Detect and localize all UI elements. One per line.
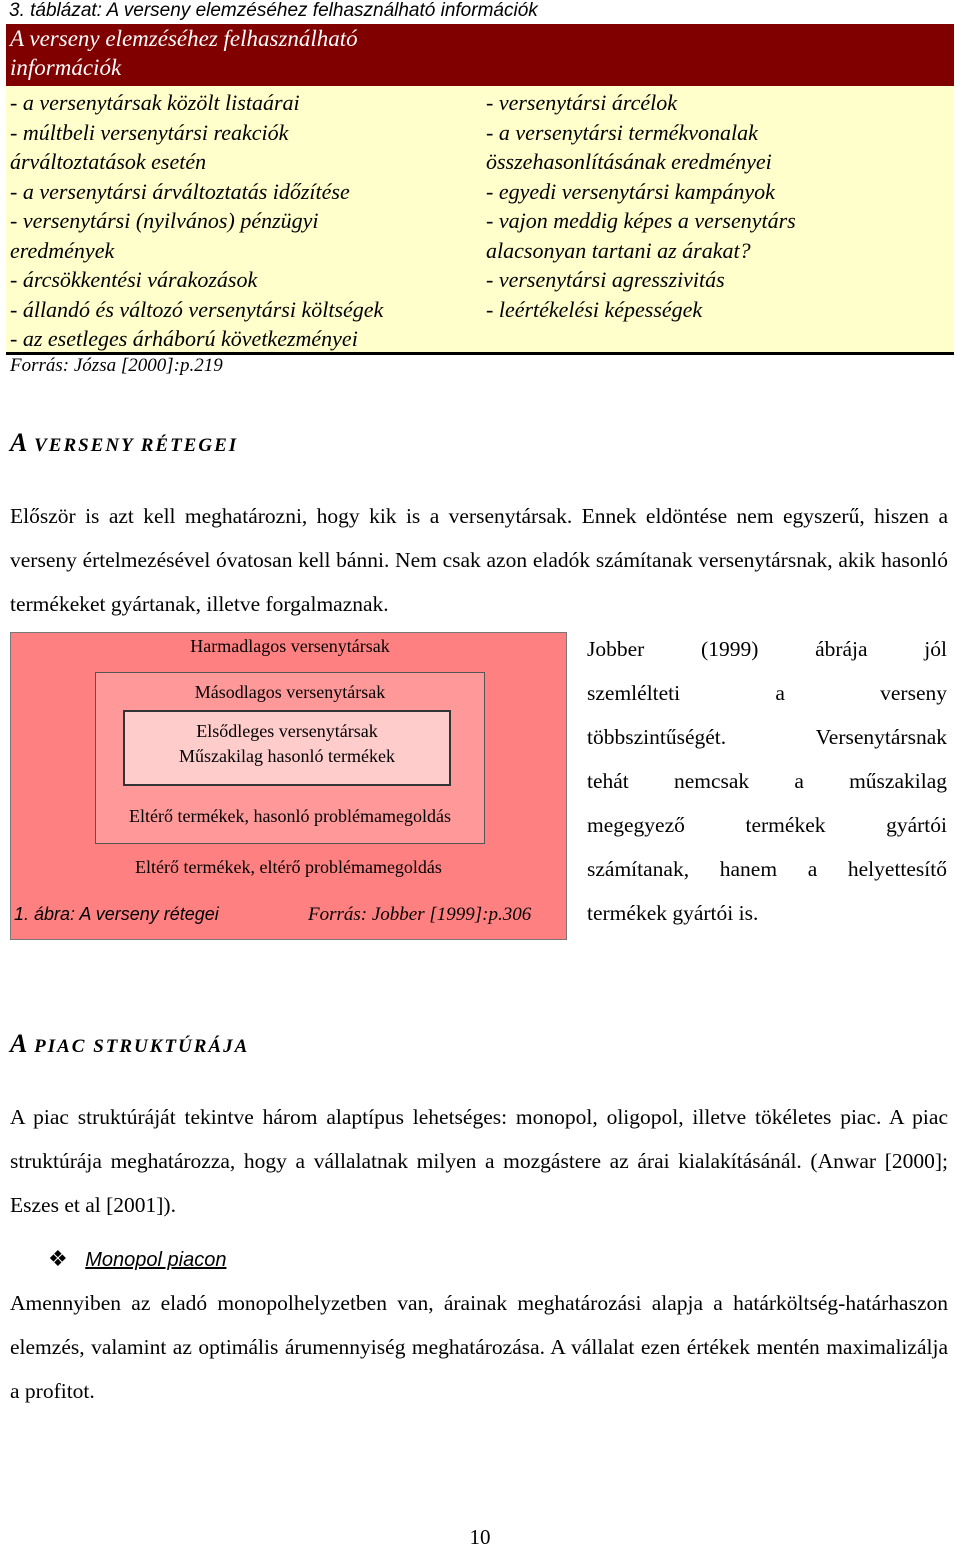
table-cell-line: - versenytársi (nyilvános) pénzügyi — [10, 208, 319, 233]
table-cell-line: eredmények — [10, 237, 115, 263]
section-title-rest: VERSENY RÉTEGEI — [34, 435, 239, 456]
table-cell-line: - árcsökkentési várakozások — [10, 267, 258, 292]
table-cell-line: - állandó és változó versenytársi költségek — [10, 296, 384, 322]
table-header-line: információk — [10, 55, 122, 80]
side-text-line: tehát nemcsak a műszakilag — [587, 769, 947, 793]
side-text-line: szemlélteti a verseny — [587, 681, 947, 705]
figure-middle-label: Másodlagos versenytársak — [194, 682, 386, 702]
section-title-initial: A — [10, 428, 28, 457]
side-text-line: termékek gyártói is. — [587, 901, 759, 925]
figure-side-text — [587, 627, 947, 935]
table-cell-line: - vajon meddig képes a versenytárs — [486, 208, 796, 233]
paragraph-monopol: Amennyiben az eladó monopolhelyzetben van, árainak meghatározási alapja a határköltség-határhaszon elemzés, valamint az optimális árumennyiség meghatározása. A vállalat ezen értékek mentén maximalizálja a profitot. — [10, 1291, 948, 1403]
bullet-title: Monopol piacon — [85, 1249, 227, 1271]
table-right-column — [486, 88, 796, 324]
section-title-rest: PIAC STRUKTÚRÁJA — [34, 1036, 250, 1057]
table-source: Forrás: Józsa [2000]:p.219 — [10, 355, 223, 376]
table-cell-line: - egyedi versenytársi kampányok — [486, 178, 775, 204]
section-title-verseny — [10, 428, 238, 458]
table-cell-line: - versenytársi árcélok — [486, 90, 678, 115]
section-title-piac — [10, 1029, 249, 1059]
figure-inner-label: Elsődleges versenytársak — [196, 721, 378, 741]
section-title-initial: A — [10, 1029, 28, 1058]
table-caption: 3. táblázat: A verseny elemzéséhez felhasználható információk — [9, 0, 538, 21]
figure-caption: 1. ábra: A verseny rétegei — [14, 904, 219, 924]
table-cell-line: alacsonyan tartani az árakat? — [486, 237, 751, 263]
figure-outer-bottom-label: Eltérő termékek, eltérő problémamegoldás — [135, 857, 442, 877]
side-text-line: megegyező termékek gyártói — [587, 813, 947, 837]
page-number: 10 — [469, 1525, 491, 1549]
table-left-column — [10, 88, 383, 354]
figure-source: Forrás: Jobber [1999]:p.306 — [308, 904, 532, 925]
figure-middle-bottom-label: Eltérő termékek, hasonló problémamegoldás — [129, 806, 451, 826]
table-cell-line: - versenytársi agresszivitás — [486, 267, 725, 292]
side-text-line: többszintűségét. Versenytársnak — [587, 725, 947, 749]
table-cell-line: - az esetleges árháború következményei — [10, 326, 358, 351]
paragraph-piac: A piac struktúráját tekintve három alaptípus lehetséges: monopol, oligopol, illetve tökéletes piac. A piac struktúrája meghatározza, hogy a vállalatnak milyen a mozgástere az árai kialakításánál. (Anwar [2000]; Eszes et al [2001]). — [10, 1105, 948, 1217]
table-cell-line: - leértékelési képességek — [486, 296, 703, 322]
bullet-heading — [48, 1246, 226, 1272]
table-cell-line: - a versenytársi árváltoztatás időzítése — [10, 178, 350, 204]
table-header-title — [10, 24, 480, 82]
side-text-line: Jobber (1999) ábrája jól — [587, 637, 947, 661]
table-cell-line: - múltbeli versenytársi reakciók — [10, 119, 289, 145]
side-text-line: számítanak, hanem a helyettesítő — [587, 857, 947, 881]
table-cell-line: - a versenytársi termékvonalak — [486, 119, 758, 145]
diamond-bullet-icon: ❖ — [48, 1246, 68, 1271]
paragraph-verseny: Először is azt kell meghatározni, hogy kik is a versenytársak. Ennek eldöntése nem egyszerű, hiszen a verseny értelmezésével óvatosan kell bánni. Nem csak azon eladók számítanak versenytársnak, akik hasonló termékeket gyártanak, illetve forgalmaznak. — [10, 504, 948, 616]
figure-inner-sublabel: Műszakilag hasonló termékek — [179, 746, 395, 766]
table-cell-line: árváltoztatások esetén — [10, 149, 207, 174]
table-header-line: A verseny elemzéséhez felhasználható — [10, 26, 358, 51]
table-cell-line: összehasonlításának eredményei — [486, 149, 772, 174]
figure-outer-label: Harmadlagos versenytársak — [190, 636, 390, 656]
table-cell-line: - a versenytársak közölt listaárai — [10, 90, 300, 115]
